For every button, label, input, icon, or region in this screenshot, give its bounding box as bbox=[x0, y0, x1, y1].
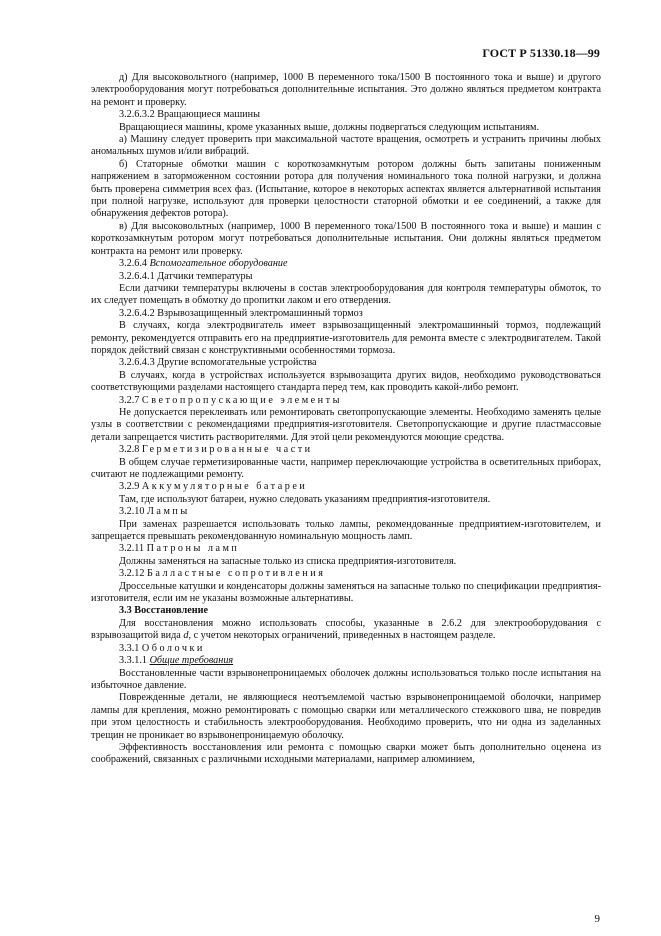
section-number: 3.2.9 bbox=[119, 481, 140, 493]
paragraph: Не допускается переклеивать или ремонтировать светопропускающие элементы. Необходимо заменять целые узлы в соответствии с рекомендациями предприятия-изготовителя. Светопропускающие и другие пластмассовые детали запрещается чистить растворителями. Для этой цели рекомендуются моющие средства. bbox=[91, 406, 601, 443]
paragraph: В общем случае герметизированные части, например переключающие устройства в осветительных приборах, считают не подлежащими ремонту. bbox=[91, 456, 601, 480]
paragraph: Если датчики температуры включены в состав электрооборудования для контроля температуры обмоток, то их следует помещать в обмотку до пропитки лаком и его отвердения. bbox=[91, 282, 601, 307]
section-heading bbox=[91, 568, 601, 580]
section-title: Аккумуляторные батареи bbox=[141, 481, 308, 493]
paragraph: а) Машину следует проверить при максимальной частоте вращения, осмотреть и устранить причины любых аномальных шумов и/или вибраций. bbox=[91, 134, 601, 158]
section-title: Патроны ламп bbox=[146, 543, 240, 555]
section-title: Оболочки bbox=[141, 642, 205, 654]
paragraph: Восстановленные части взрывонепроницаемых оболочек должны использоваться только после испытания на избыточное давление. bbox=[91, 667, 601, 691]
section-title: Герметизированные части bbox=[141, 444, 313, 456]
section-number: 3.2.8 bbox=[119, 444, 140, 456]
section-heading: 3.3 Восстановление bbox=[119, 605, 209, 617]
section-heading bbox=[91, 481, 601, 493]
section-number: 3.2.7 bbox=[119, 394, 140, 406]
section-title: Светопропускающие элементы bbox=[141, 394, 342, 406]
paragraph: В случаях, когда в устройствах используется взрывозащита других видов, необходимо руководствоваться соответствующими разделами настоящего стандарта перед тем, как проводить какой-либо ремонт. bbox=[91, 369, 601, 394]
section-heading: 3.2.6.4.2 Взрывозащищенный электромашинный тормоз bbox=[119, 307, 363, 319]
paragraph: Эффективность восстановления или ремонта с помощью сварки может быть дополнительно оценена из соображений, связанных с различными исходными материалами, например алюминием, bbox=[91, 741, 601, 766]
section-heading bbox=[91, 543, 601, 555]
paragraph-text: , с учетом некоторых ограничений, приведенных в настоящем разделе. bbox=[188, 630, 496, 642]
section-heading bbox=[91, 395, 601, 407]
section-heading bbox=[91, 258, 601, 270]
paragraph: Дроссельные катушки и конденсаторы должны заменяться на запасные только по спецификации предприятия-изготовителя, если им не указаны возможные альтернативы. bbox=[91, 580, 601, 605]
paragraph: Должны заменяться на запасные только из списка предприятия-изготовителя. bbox=[119, 555, 457, 567]
paragraph: Поврежденные детали, не являющиеся неотъемлемой частью взрывонепроницаемой оболочки, например лампы для крепления, можно ремонтировать с помощью сварки или металлического стежкового шва, не повредив при этом целостность и стабильность электрооборудования. Необходимо проверить, что ни одна из заделанных трещин не проникает во взрывонепроницаемую оболочку. bbox=[91, 692, 601, 741]
section-number: 3.2.6.4 bbox=[119, 258, 148, 270]
section-heading bbox=[91, 444, 601, 456]
section-number: 3.2.12 bbox=[119, 568, 145, 580]
protection-type: d bbox=[183, 630, 189, 642]
page-number: 9 bbox=[594, 913, 600, 925]
paragraph: д) Для высоковольтного (например, 1000 В переменного тока/1500 В постоянного тока и выше) и другого электрооборудования могут потребоваться дополнительные испытания. Это должно являться предметом контракта на ремонт и проверку. bbox=[91, 72, 601, 108]
section-heading: 3.2.6.4.3 Другие вспомогательные устройства bbox=[119, 357, 317, 369]
section-number: 3.3.1.1 bbox=[119, 655, 148, 667]
paragraph: При заменах разрешается использовать только лампы, рекомендованные предприятием-изготовителем, и запрещается превышать рекомендованную номинальную мощность ламп. bbox=[91, 518, 601, 543]
document-body bbox=[91, 72, 601, 767]
paragraph: Вращающиеся машины, кроме указанных выше, должны подвергаться следующим испытаниям. bbox=[119, 121, 540, 133]
section-number: 3.2.10 bbox=[119, 506, 145, 518]
section-heading: 3.2.6.3.2 Вращающиеся машины bbox=[119, 109, 260, 121]
section-heading: 3.2.6.4.1 Датчики температуры bbox=[119, 270, 253, 282]
section-heading bbox=[91, 506, 601, 518]
section-title: Лампы bbox=[147, 506, 190, 518]
paragraph: в) Для высоковольтных (например, 1000 В переменного тока/1500 В постоянного тока и выше) и машин с короткозамкнутым ротором могут потребоваться дополнительные испытания. Они должны являться предметом контракта на ремонт или проверку. bbox=[91, 220, 601, 257]
paragraph: Там, где используют батареи, нужно следовать указаниям предприятия-изготовителя. bbox=[119, 493, 491, 505]
paragraph bbox=[91, 618, 601, 643]
section-title: Балластные сопротивления bbox=[147, 568, 326, 580]
section-heading bbox=[91, 655, 601, 667]
paragraph-text: Для восстановления можно использовать способы, указанные в 2.6.2 для электрооборудования с взрывозащитой вида bbox=[91, 617, 601, 642]
paragraph: б) Статорные обмотки машин с короткозамкнутым ротором должны быть запитаны пониженным напряжением в заторможенном состоянии ротора для получения номинального тока полной нагрузки, и должна быть проверена симметрия всех фаз. (Испытание, которое в некоторых аспектах является альтернативой испытания при полной нагрузке, используют для проверки целостности статорной обмотки и ее соединений, а также для обнаружения дефектов ротора). bbox=[91, 158, 601, 220]
section-number: 3.3.1 bbox=[119, 642, 140, 654]
standard-header: ГОСТ Р 51330.18—99 bbox=[482, 46, 600, 60]
section-heading bbox=[91, 643, 601, 655]
section-number: 3.2.11 bbox=[119, 543, 145, 555]
section-title: Вспомогательное оборудование bbox=[149, 258, 288, 270]
section-title: Общие требования bbox=[149, 655, 234, 667]
paragraph: В случаях, когда электродвигатель имеет взрывозащищенный электромашинный тормоз, подлежащий ремонту, рекомендуется отправить его на предприятие-изготовитель для ремонта вместе с электродвигателем. Такой порядок действий связан с конструктивными особенностями тормоза. bbox=[91, 320, 601, 356]
